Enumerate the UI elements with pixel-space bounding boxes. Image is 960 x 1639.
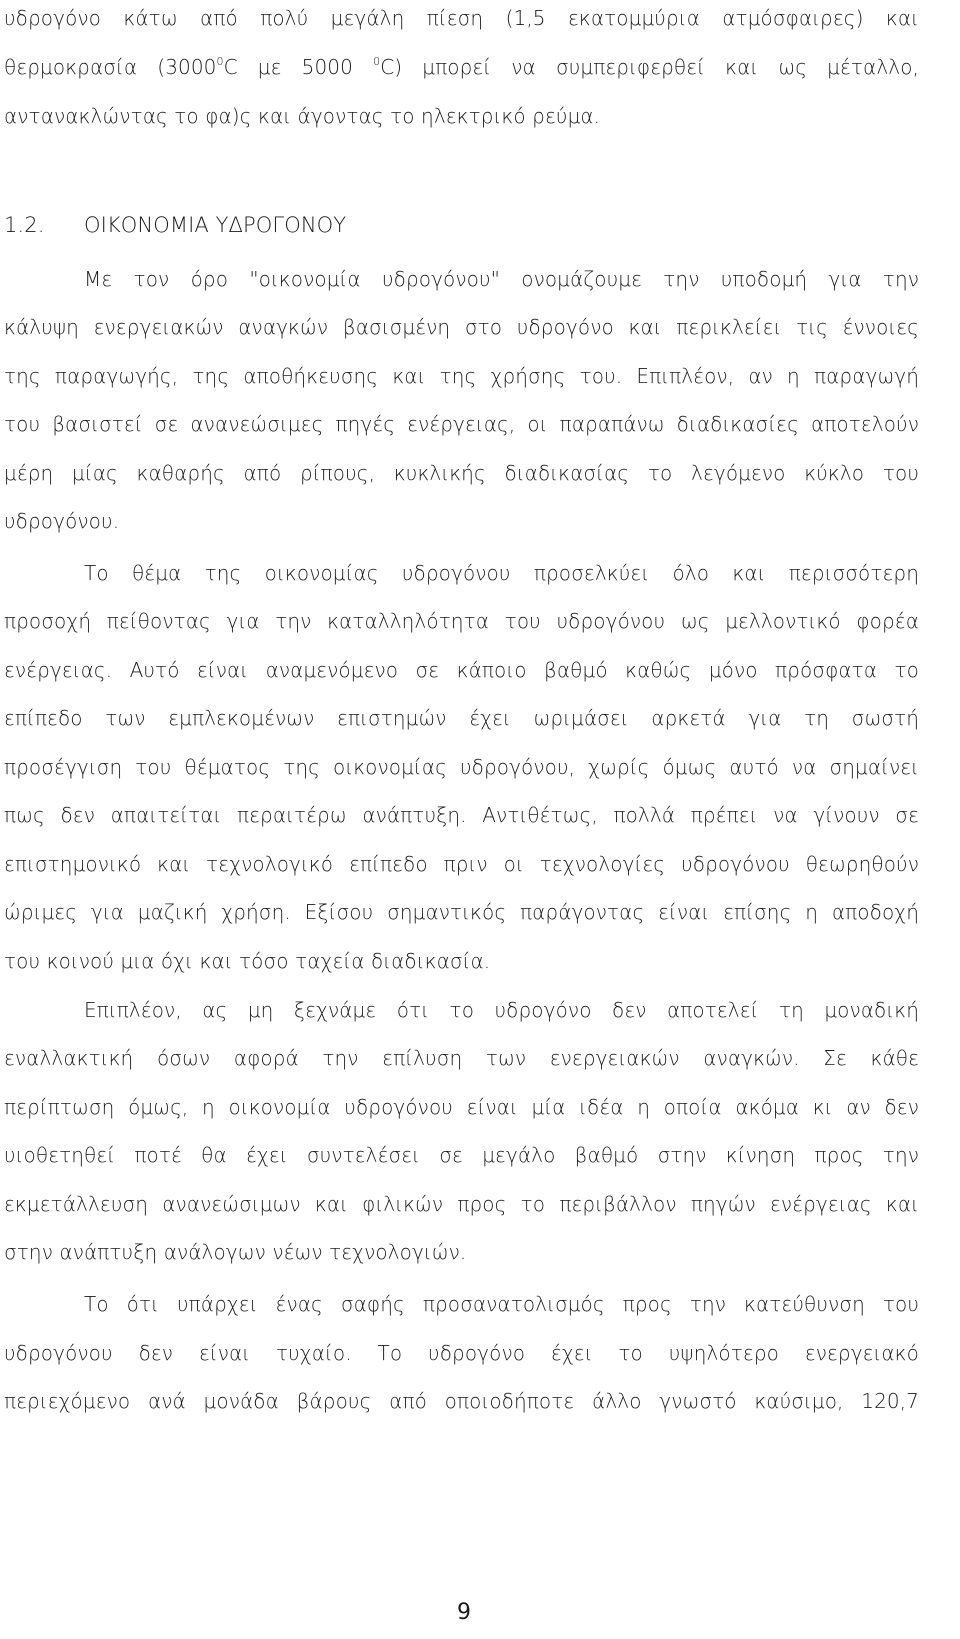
text-line: εκμετάλλευση ανανεώσιμων και φιλικών προς το περιβάλλον πηγών ενέργειας και [4,1192,919,1216]
text-line: Το ότι υπάρχει ένας σαφής προσανατολισμός προς την κατεύθυνση του [84,1292,919,1316]
text-fragment: θερμοκρασία (3000 [4,55,217,79]
text-line: κάλυψη ενεργειακών αναγκών βασισμένη στο υδρογόνο και περικλείει τις έννοιες [4,315,919,339]
text-line: υδρογόνου. [4,509,120,533]
text-fragment: C) μπορεί να συμπεριφερθεί και ως μέταλλο, [380,55,919,79]
page-number: 9 [457,1600,471,1625]
section-number: 1.2. [4,213,45,237]
text-fragment: C με 5000 [223,55,374,79]
text-line: προσοχή πείθοντας για την καταλληλότητα του υδρογόνου ως μελλοντικό φορέα [4,609,919,633]
text-line: πως δεν απαιτείται περαιτέρω ανάπτυξη. Αντιθέτως, πολλά πρέπει να γίνουν σε [4,803,919,827]
document-page [4,0,919,1639]
text-line: στην ανάπτυξη ανάλογων νέων τεχνολογιών. [4,1240,467,1264]
text-line: ενέργειας. Αυτό είναι αναμενόμενο σε κάποιο βαθμό καθώς μόνο πρόσφατα το [4,658,919,682]
text-line: περιεχόμενο ανά μονάδα βάρους από οποιοδήποτε άλλο γνωστό καύσιμο, 120,7 [4,1389,919,1413]
superscript-degree: 0 [216,55,224,68]
text-line: Το θέμα της οικονομίας υδρογόνου προσελκύει όλο και περισσότερη [84,561,919,585]
text-line: Επιπλέον, ας μη ξεχνάμε ότι το υδρογόνο δεν αποτελεί τη μοναδική [84,998,919,1022]
text-line: επίπεδο των εμπλεκομένων επιστημών έχει ωριμάσει αρκετά για τη σωστή [4,706,919,730]
text-line: Με τον όρο "οικονομία υδρογόνου" ονομάζουμε την υποδομή για την [84,267,919,291]
text-line: υιοθετηθεί ποτέ θα έχει συντελέσει σε μεγάλο βαθμό στην κίνηση προς την [4,1143,919,1167]
text-line: του βασιστεί σε ανανεώσιμες πηγές ενέργειας, οι παραπάνω διαδικασίες αποτελούν [4,412,919,436]
text-line: του κοινού μια όχι και τόσο ταχεία διαδικασία. [4,949,491,973]
text-line: επιστημονικό και τεχνολογικό επίπεδο πριν οι τεχνολογίες υδρογόνου θεωρηθούν [4,852,919,876]
text-line: περίπτωση όμως, η οικονομία υδρογόνου είναι μία ιδέα η οποία ακόμα κι αν δεν [4,1095,919,1119]
text-line: προσέγγιση του θέματος της οικονομίας υδρογόνου, χωρίς όμως αυτό να σημαίνει [4,755,919,779]
superscript-degree: 0 [373,55,381,68]
text-line [4,54,919,80]
text-line: ώριμες για μαζική χρήση. Εξίσου σημαντικός παράγοντας είναι επίσης η αποδοχή [4,900,919,924]
section-heading [4,212,919,238]
text-line: αντανακλώντας το φα)ς και άγοντας το ηλεκτρικό ρεύμα. [4,104,601,128]
text-line: της παραγωγής, της αποθήκευσης και της χρήσης του. Επιπλέον, αν η παραγωγή [4,364,919,388]
section-title: ΟΙΚΟΝΟΜΙΑ ΥΔΡΟΓΟΝΟΥ [84,213,347,237]
text-line: εναλλακτική όσων αφορά την επίλυση των ενεργειακών αναγκών. Σε κάθε [4,1046,919,1070]
text-line: υδρογόνου δεν είναι τυχαίο. Το υδρογόνο έχει το υψηλότερο ενεργειακό [4,1341,919,1365]
text-line: μέρη μίας καθαρής από ρίπους, κυκλικής διαδικασίας το λεγόμενο κύκλο του [4,461,919,485]
text-line: υδρογόνο κάτω από πολύ μεγάλη πίεση (1,5 εκατομμύρια ατμόσφαιρες) και [4,6,919,30]
